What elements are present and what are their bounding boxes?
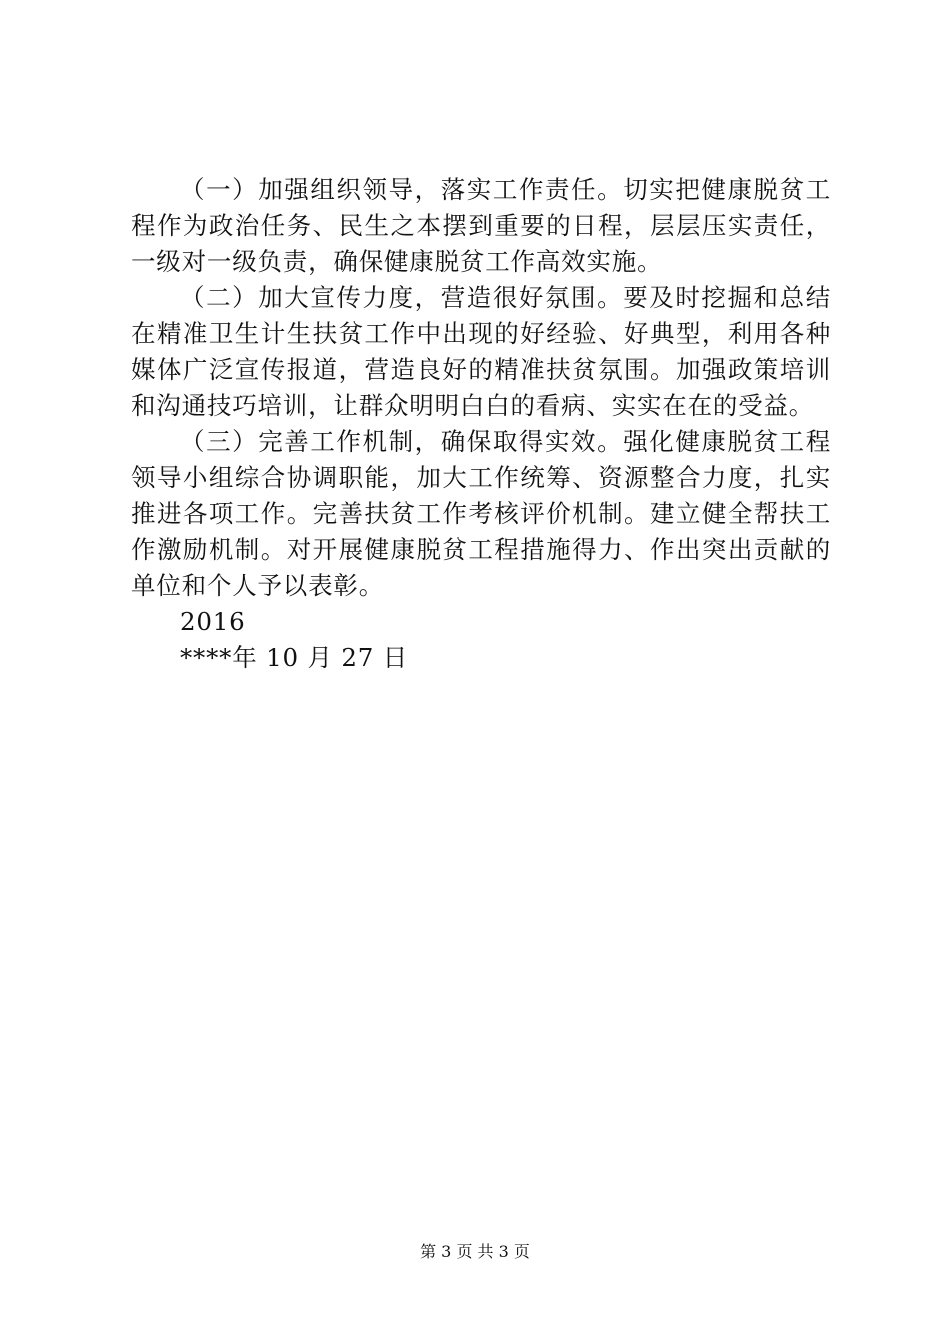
paragraph-organization-leadership: （一）加强组织领导，落实工作责任。切实把健康脱贫工程作为政治任务、民生之本摆到重要的日程，层层压实责任，一级对一级负责，确保健康脱贫工作高效实施。 — [131, 175, 831, 276]
paragraph-work-mechanism: （三）完善工作机制，确保取得实效。强化健康脱贫工程领导小组综合协调职能，加大工作统筹、资源整合力度，扎实推进各项工作。完善扶贫工作考核评价机制。建立健全帮扶工作激励机制。对开展健康脱贫工程措施得力、作出突出贡献的单位和个人予以表彰。 — [131, 427, 831, 600]
signature-year: 2016 — [180, 607, 246, 636]
signature-date: ****年 10 月 27 日 — [180, 643, 409, 672]
paragraph-publicity: （二）加大宣传力度，营造很好氛围。要及时挖掘和总结在精准卫生计生扶贫工作中出现的好经验、好典型，利用各种媒体广泛宣传报道，营造良好的精准扶贫氛围。加强政策培训和沟通技巧培训，让群众明明白白的看病、实实在在的受益。 — [131, 283, 831, 420]
document-body — [131, 172, 831, 676]
page-footer: 第 3 页 共 3 页 — [420, 1242, 530, 1261]
